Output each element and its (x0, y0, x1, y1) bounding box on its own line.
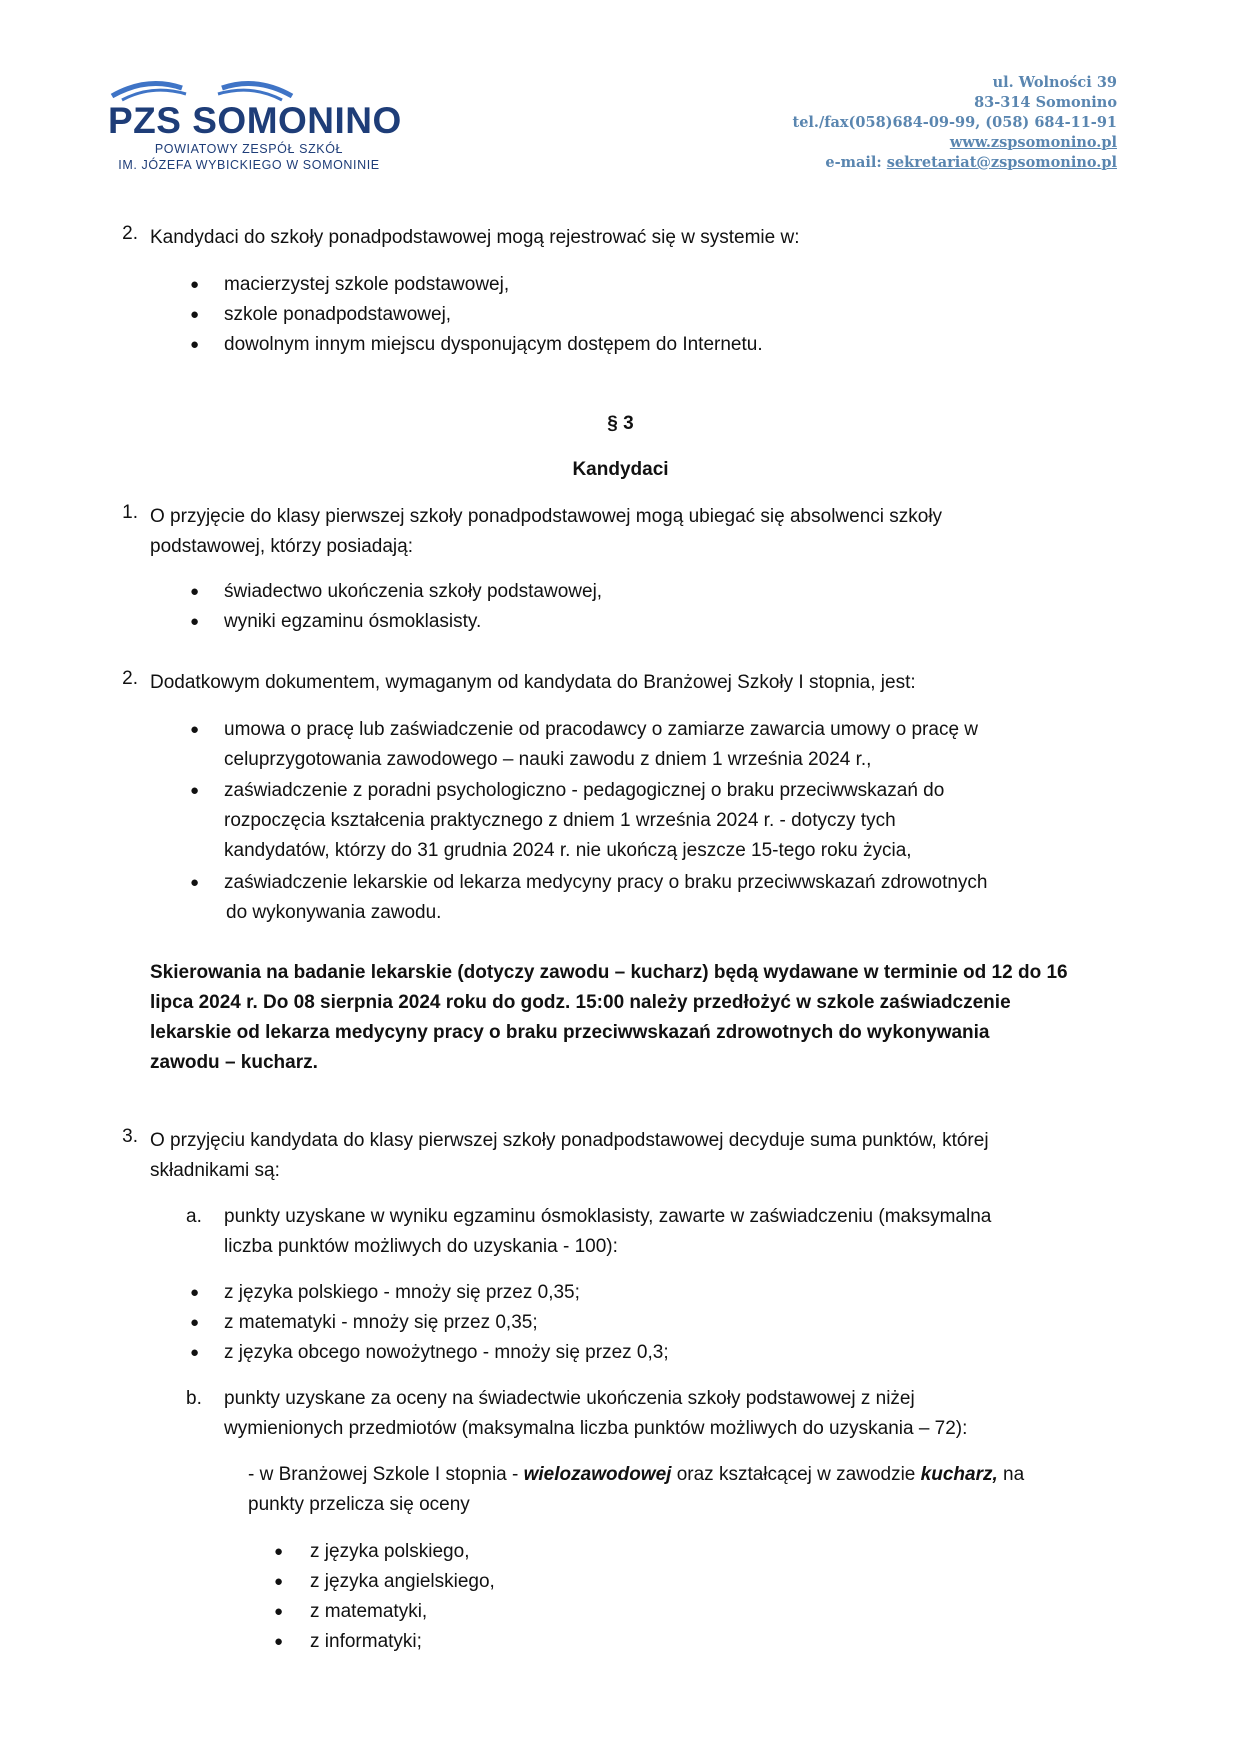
bullet-icon: ● (190, 583, 200, 600)
sub-text: na (997, 1464, 1025, 1485)
paragraph-line: podstawowej, którzy posiadają: (150, 536, 413, 557)
list-item: z języka polskiego - mnoży się przez 0,35; (224, 1282, 580, 1303)
website-link[interactable]: www.zspsomonino.pl (949, 134, 1117, 151)
logo-book-icon (102, 74, 302, 102)
sublist-label: b. (186, 1388, 202, 1409)
section-number: § 3 (607, 413, 634, 434)
list-number: 3. (122, 1126, 138, 1147)
bullet-icon: ● (190, 721, 200, 738)
contact-block (793, 73, 1118, 173)
bullet-icon: ● (190, 613, 200, 630)
sub-paragraph-line: punkty przelicza się oceny (248, 1494, 470, 1515)
bullet-icon: ● (190, 306, 200, 323)
sub-text: oraz kształcącej w zawodzie (671, 1464, 921, 1485)
sub-paragraph-line (248, 1460, 1024, 1490)
notice-line: lipca 2024 r. Do 08 sierpnia 2024 roku do godz. 15:00 należy przedłożyć w szkole zaświadczenie (150, 992, 1011, 1013)
bullet-icon: ● (190, 276, 200, 293)
sublist-line: punkty uzyskane w wyniku egzaminu ósmoklasisty, zawarte w zaświadczeniu (maksymalna (224, 1206, 992, 1227)
paragraph-line: O przyjęciu kandydata do klasy pierwszej szkoły ponadpodstawowej decyduje suma punktów, której (150, 1130, 989, 1151)
paragraph-line: składnikami są: (150, 1160, 280, 1181)
sublist-label: a. (186, 1206, 202, 1227)
paragraph-line: Dodatkowym dokumentem, wymaganym od kandydata do Branżowej Szkoły I stopnia, jest: (150, 672, 916, 693)
list-item: z informatyki; (310, 1631, 422, 1652)
list-item: dowolnym innym miejscu dysponującym dostępem do Internetu. (224, 334, 763, 355)
list-item-line: umowa o pracę lub zaświadczenie od pracodawcy o zamiarze zawarcia umowy o pracę w (224, 719, 979, 740)
notice-line: lekarskie od lekarza medycyny pracy o braku przeciwwskazań zdrowotnych do wykonywania (150, 1022, 990, 1043)
bullet-icon: ● (190, 1344, 200, 1361)
logo-subtitle-2: IM. JÓZEFA WYBICKIEGO W SOMONINIE (118, 158, 380, 172)
list-item: z języka obcego nowożytnego - mnoży się przez 0,3; (224, 1342, 669, 1363)
list-number: 1. (122, 502, 138, 523)
paragraph-line: O przyjęcie do klasy pierwszej szkoły ponadpodstawowej mogą ubiegać się absolwenci szkoły (150, 506, 943, 527)
bullet-icon: ● (190, 782, 200, 799)
contact-city: 83-314 Somonino (974, 94, 1117, 111)
list-item-line: celuprzygotowania zawodowego – nauki zawodu z dniem 1 września 2024 r., (224, 749, 872, 770)
list-item: wyniki egzaminu ósmoklasisty. (224, 611, 482, 632)
section-title: Kandydaci (572, 459, 669, 480)
bullet-icon: ● (274, 1543, 284, 1560)
bullet-icon: ● (190, 336, 200, 353)
logo-name: PZS SOMONINO (108, 100, 402, 141)
list-item-line: kandydatów, którzy do 31 grudnia 2024 r. nie ukończą jeszcze 15-tego roku życia, (224, 840, 912, 861)
list-item: szkole ponadpodstawowej, (224, 304, 452, 325)
list-item-line: zaświadczenie z poradni psychologiczno - pedagogicznej o braku przeciwwskazań do (224, 780, 945, 801)
emphasis-text: kucharz, (920, 1464, 998, 1485)
list-item-text: Kandydaci do szkoły ponadpodstawowej mogą rejestrować się w systemie w: (150, 227, 800, 248)
bullet-icon: ● (190, 874, 200, 891)
notice-line: zawodu – kucharz. (150, 1052, 318, 1073)
bullet-icon: ● (274, 1603, 284, 1620)
list-item-line: zaświadczenie lekarskie od lekarza medycyny pracy o braku przeciwwskazań zdrowotnych (224, 872, 988, 893)
list-item: z języka angielskiego, (310, 1571, 495, 1592)
contact-street: ul. Wolności 39 (992, 74, 1117, 91)
emphasis-text: wielozawodowej (523, 1464, 672, 1485)
bullet-icon: ● (190, 1284, 200, 1301)
list-item: z matematyki - mnoży się przez 0,35; (224, 1312, 538, 1333)
bullet-icon: ● (274, 1573, 284, 1590)
bullet-icon: ● (274, 1633, 284, 1650)
list-number: 2. (122, 668, 138, 689)
sub-text: - w Branżowej Szkole I stopnia - (248, 1464, 524, 1485)
sublist-line: liczba punktów możliwych do uzyskania - 100): (224, 1236, 618, 1257)
logo-subtitle-1: POWIATOWY ZESPÓŁ SZKÓŁ (154, 142, 344, 156)
email-label: e-mail: (825, 154, 887, 171)
list-item: z matematyki, (310, 1601, 428, 1622)
sublist-line: punkty uzyskane za oceny na świadectwie ukończenia szkoły podstawowej z niżej (224, 1388, 915, 1409)
bullet-icon: ● (190, 1314, 200, 1331)
list-item: z języka polskiego, (310, 1541, 470, 1562)
email-link[interactable]: sekretariat@zspsomonino.pl (886, 154, 1117, 171)
list-item-line: do wykonywania zawodu. (226, 902, 442, 923)
sublist-line: wymienionych przedmiotów (maksymalna liczba punktów możliwych do uzyskania – 72): (224, 1418, 968, 1439)
school-logo (94, 70, 404, 180)
contact-phone: tel./fax(058)684-09-99, (058) 684-11-91 (792, 114, 1117, 131)
notice-line: Skierowania na badanie lekarskie (dotyczy zawodu – kucharz) będą wydawane w terminie od 12 do 16 (150, 962, 1068, 983)
list-item: świadectwo ukończenia szkoły podstawowej, (224, 581, 603, 602)
list-item: macierzystej szkole podstawowej, (224, 274, 510, 295)
list-number: 2. (122, 223, 138, 244)
list-item-line: rozpoczęcia kształcenia praktycznego z dniem 1 września 2024 r. - dotyczy tych (224, 810, 896, 831)
